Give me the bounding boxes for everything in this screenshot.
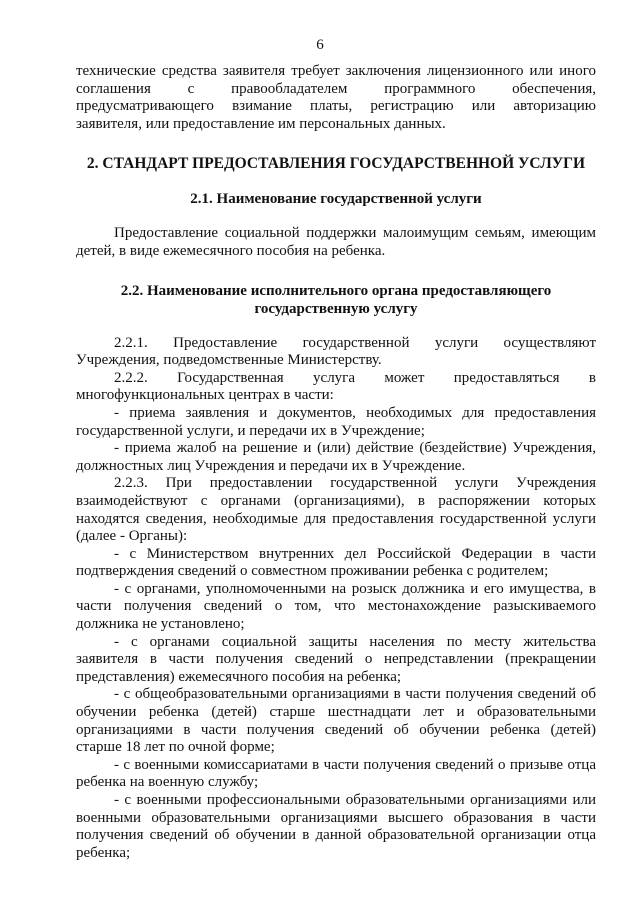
paragraph	[76, 225, 596, 260]
list-item	[76, 440, 596, 475]
text-line: - приема заявления и документов, необходимых для предоставления	[114, 404, 596, 421]
text-line: ребенка на военную службу;	[76, 774, 259, 791]
text-line: - с общеобразовательными организациями в части получения сведений об	[114, 686, 596, 703]
heading-line: 2.2. Наименование исполнительного органа предоставляющего	[120, 282, 552, 299]
text-line: государственной услуги, и передачи их в Учреждение;	[76, 422, 425, 439]
list-item	[76, 581, 596, 634]
text-line: предусматривающего взимание платы, регистрацию или авторизацию	[76, 98, 596, 115]
text-line: - приема жалоб на решение и (или) действие (бездействие) Учреждения,	[114, 440, 596, 457]
text-line: Предоставление социальной поддержки малоимущим семьям, имеющим	[114, 225, 596, 242]
text-line: (далее - Органы):	[76, 528, 188, 545]
list-item	[76, 634, 596, 687]
text-line: ребенка;	[76, 844, 131, 861]
text-line: части получения сведений о том, что местонахождение разыскиваемого	[76, 598, 596, 615]
list-item	[76, 686, 596, 756]
text-line: обучении ребенка (детей) старше шестнадцати лет и образовательными	[76, 704, 596, 721]
text-line: технические средства заявителя требует заключения лицензионного или иного	[76, 63, 596, 79]
text-line: 2.2.1. Предоставление государственной услуги осуществляют	[114, 334, 596, 351]
text-line: заявителя, или предоставление им персональных данных.	[76, 115, 446, 132]
paragraph	[76, 475, 596, 545]
list-item	[76, 405, 596, 440]
paragraph	[76, 370, 596, 405]
intro-paragraph	[76, 63, 596, 133]
page-number: 6	[316, 37, 324, 53]
text-line: 2.2.2. Государственная услуга может предоставляться в	[114, 369, 596, 386]
text-line: соглашения с правообладателем программного обеспечения,	[76, 80, 596, 97]
text-line: находятся сведения, необходимые для предоставления государственной услуги	[76, 510, 596, 527]
text-line: заявителя в части получения сведений о непредставлении (прекращении	[76, 651, 596, 668]
text-line: должника не установлено;	[76, 616, 245, 633]
page-content	[76, 63, 596, 862]
subsection-heading	[76, 282, 596, 318]
text-line: должностных лиц Учреждения и передачи их в Учреждение.	[76, 457, 466, 474]
text-line: представления) ежемесячного пособия на ребенка;	[76, 668, 402, 685]
list-item	[76, 792, 596, 862]
text-line: подтверждения сведений о совместном проживании ребенка с родителем;	[76, 563, 549, 580]
text-line: - с военными комиссариатами в части получения сведений о призыве отца	[114, 756, 596, 773]
section-heading: 2. СТАНДАРТ ПРЕДОСТАВЛЕНИЯ ГОСУДАРСТВЕННОЙ УСЛУГИ	[86, 155, 586, 173]
subsection-heading: 2.1. Наименование государственной услуги	[190, 191, 482, 208]
paragraph	[76, 335, 596, 370]
text-line: детей, в виде ежемесячного пособия на ребенка.	[76, 242, 386, 259]
text-line: - с органами социальной защиты населения по месту жительства	[114, 633, 596, 650]
text-line: - с Министерством внутренних дел Российской Федерации в части	[114, 545, 596, 562]
list-item	[76, 546, 596, 581]
text-line: получения сведений об обучении в данной образовательной организации отца	[76, 827, 596, 844]
text-line: - с военными профессиональными образовательными организациями или	[114, 792, 596, 808]
text-line: военными образовательными организациями высшего образования в части	[76, 809, 596, 826]
text-line: 2.2.3. При предоставлении государственной услуги Учреждения	[114, 475, 596, 492]
list-item	[76, 757, 596, 792]
text-line: Учреждения, подведомственные Министерству.	[76, 352, 382, 369]
text-line: взаимодействуют с органами (организациями), в распоряжении которых	[76, 492, 596, 509]
text-line: организациями в части получения сведений об обучении ребенка (детей)	[76, 721, 596, 738]
heading-line: государственную услугу	[254, 300, 418, 317]
text-line: - с органами, уполномоченными на розыск должника и его имущества, в	[114, 580, 596, 597]
text-line: старше 18 лет по очной форме;	[76, 739, 275, 756]
paragraph-list	[76, 335, 596, 863]
text-line: многофункциональных центрах в части:	[76, 387, 334, 404]
